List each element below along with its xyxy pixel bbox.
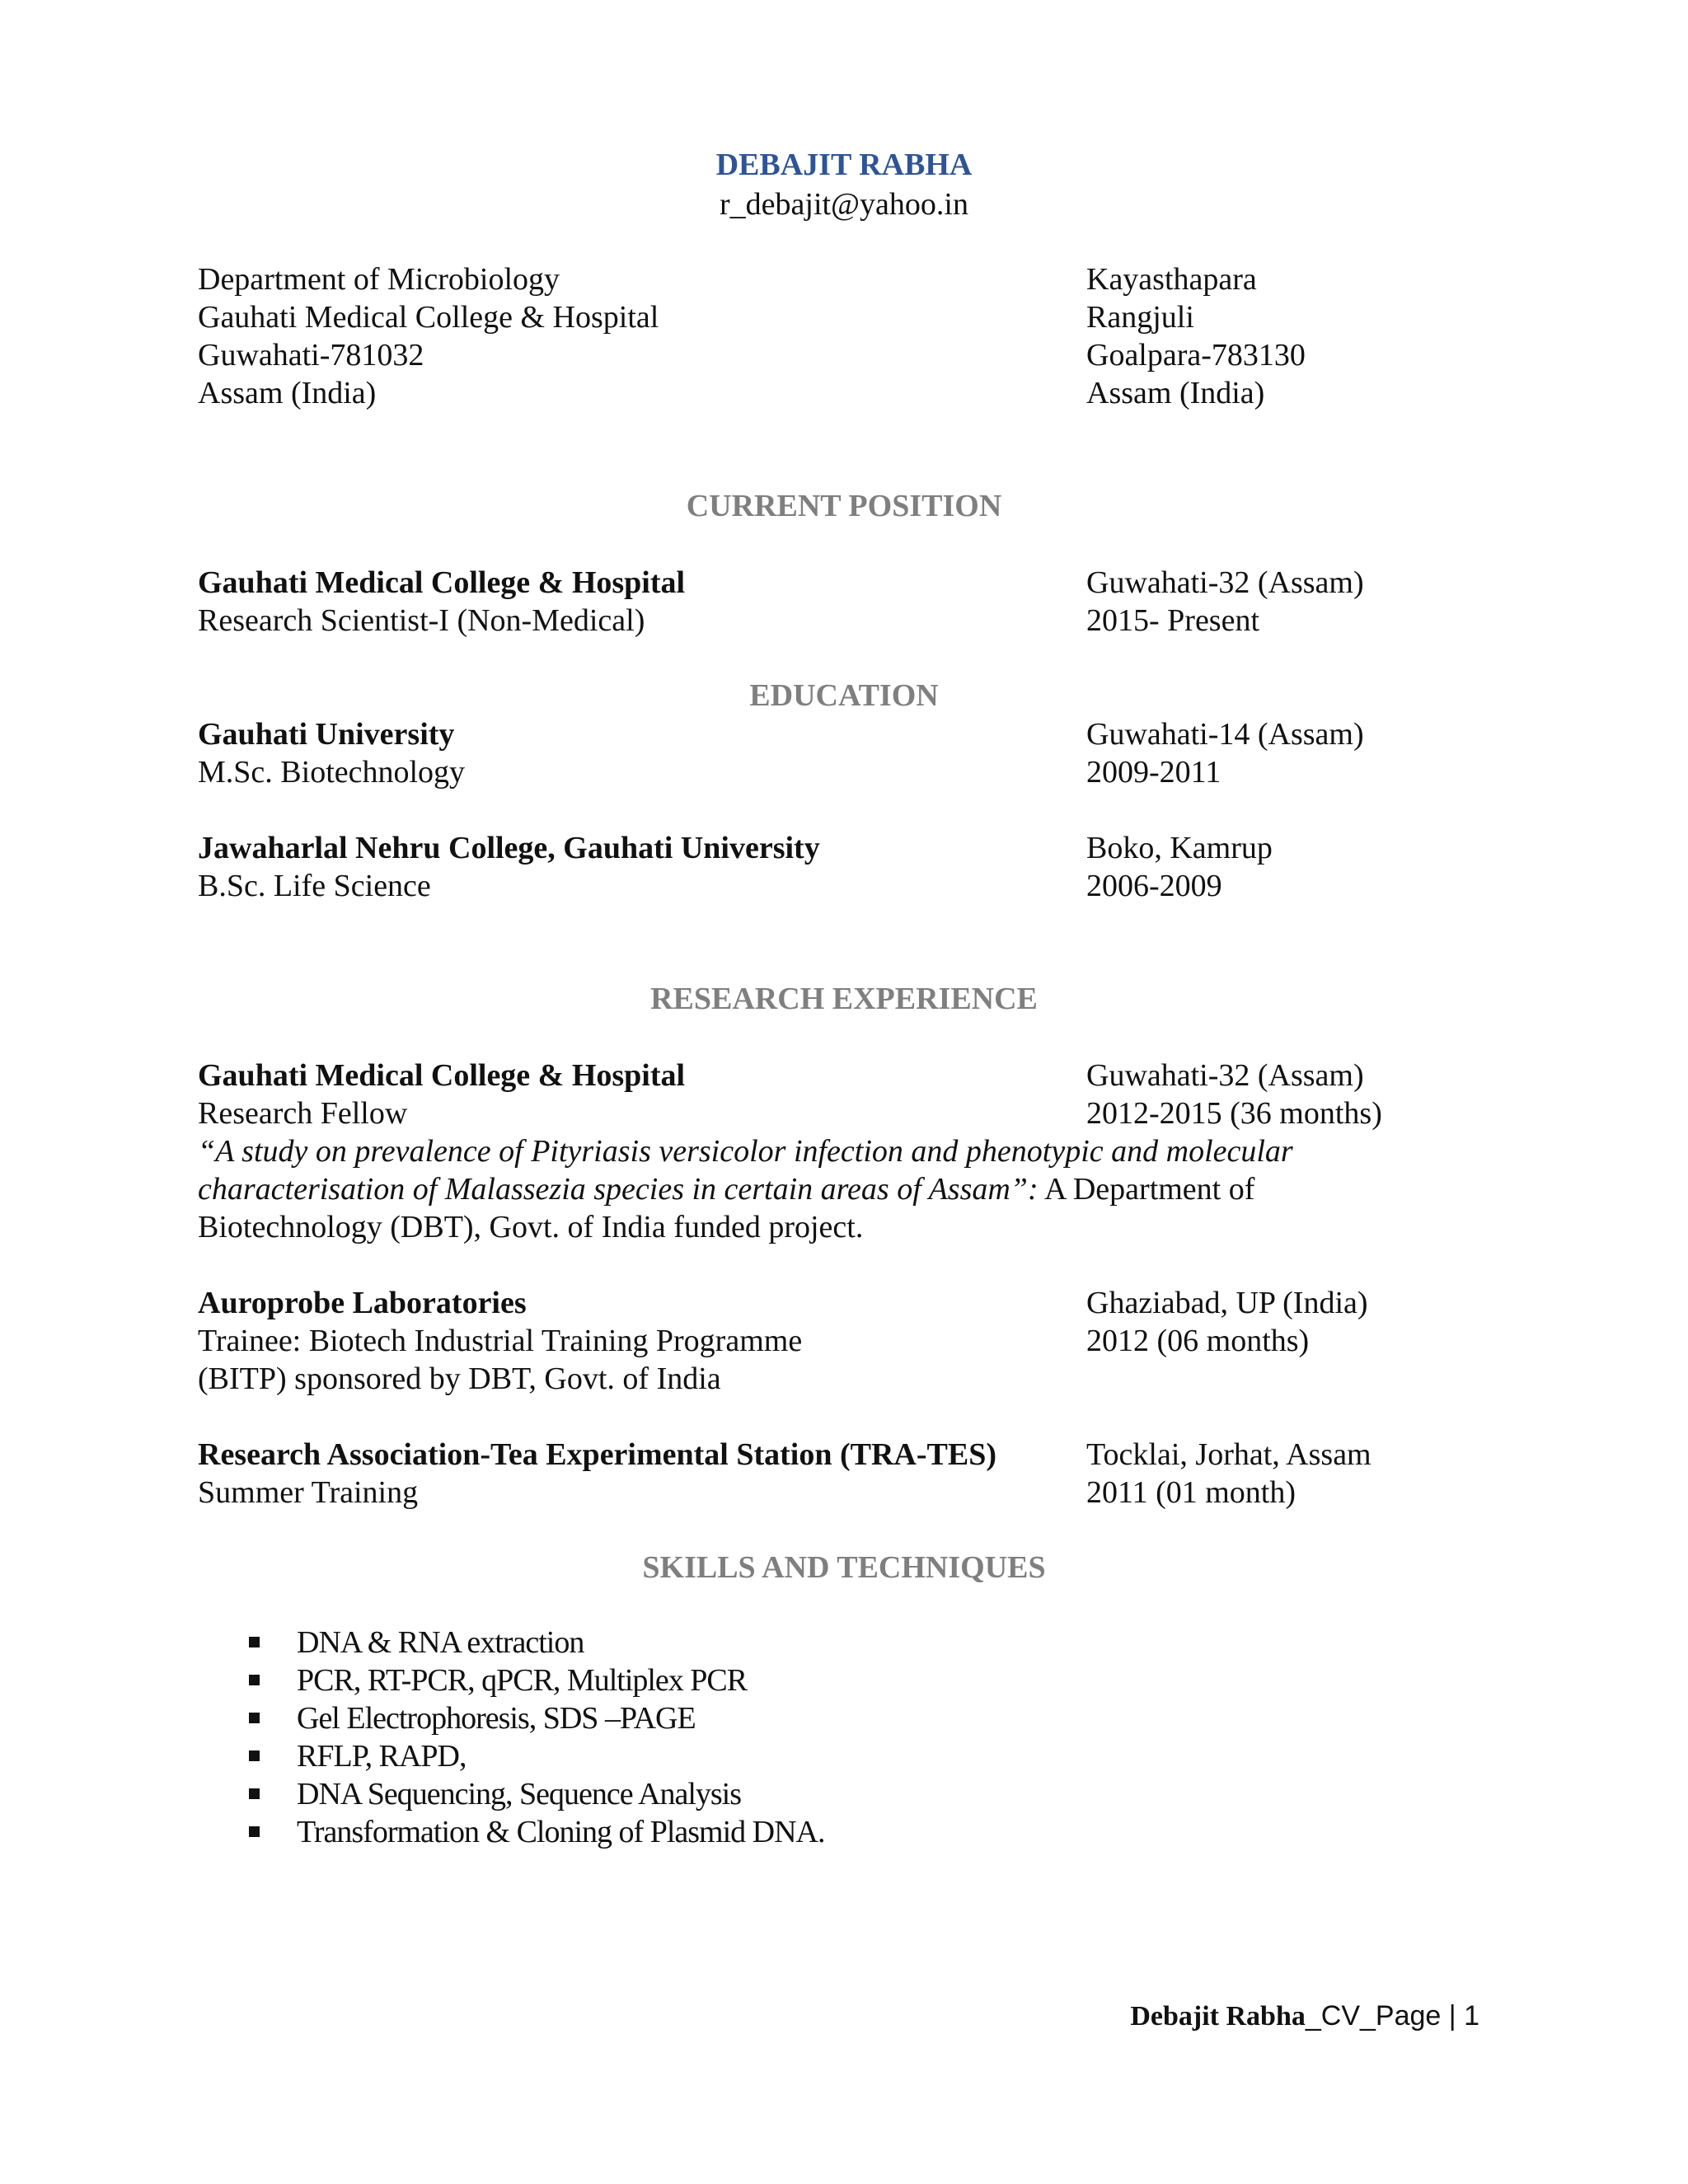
education-location: Boko, Kamrup bbox=[1086, 831, 1273, 865]
list-item: PCR, RT-PCR, qPCR, Multiplex PCR bbox=[249, 1661, 1403, 1699]
address-right-line-1: Kayasthapara bbox=[1086, 262, 1257, 297]
email-address: r_debajit@yahoo.in bbox=[720, 187, 968, 222]
skills-heading: SKILLS AND TECHNIQUES bbox=[642, 1550, 1046, 1585]
footer-suffix: _CV_Page bbox=[1305, 2000, 1442, 2032]
research-role: Summer Training bbox=[198, 1475, 419, 1510]
research-org: Gauhati Medical College & Hospital bbox=[198, 1058, 686, 1093]
education-period: 2006-2009 bbox=[1086, 869, 1222, 903]
square-bullet-icon bbox=[249, 1637, 260, 1647]
research-location: Guwahati-32 (Assam) bbox=[1086, 1058, 1364, 1093]
education-org: Gauhati University bbox=[198, 717, 455, 752]
address-left-line-4: Assam (India) bbox=[198, 376, 377, 410]
current-position-heading: CURRENT POSITION bbox=[686, 489, 1002, 523]
list-item: Transformation & Cloning of Plasmid DNA. bbox=[249, 1813, 1403, 1851]
education-degree: M.Sc. Biotechnology bbox=[198, 755, 466, 790]
research-project-description bbox=[198, 1132, 1368, 1246]
education-org: Jawaharlal Nehru College, Gauhati University bbox=[198, 831, 820, 865]
project-title: “A study on prevalence of Pityriasis versicolor infection and phenotypic and molecular characterisation of Malassezia species in certain areas of Assam”: bbox=[198, 1134, 1293, 1207]
list-item: RFLP, RAPD, bbox=[249, 1737, 1403, 1775]
address-left-line-1: Department of Microbiology bbox=[198, 262, 560, 297]
education-period: 2009-2011 bbox=[1086, 755, 1221, 790]
list-item: Gel Electrophoresis, SDS –PAGE bbox=[249, 1699, 1403, 1737]
current-position-org: Gauhati Medical College & Hospital bbox=[198, 565, 686, 600]
list-item: DNA & RNA extraction bbox=[249, 1624, 1403, 1661]
project-funding: A Department of Biotechnology (DBT), Govt. of India funded project. bbox=[198, 1172, 1255, 1244]
research-role: Research Fellow bbox=[198, 1096, 408, 1131]
research-location: Tocklai, Jorhat, Assam bbox=[1086, 1437, 1372, 1472]
square-bullet-icon bbox=[249, 1713, 260, 1723]
footer-separator: | bbox=[1441, 2000, 1465, 2032]
research-role-line-2: (BITP) sponsored by DBT, Govt. of India bbox=[198, 1361, 721, 1396]
education-location: Guwahati-14 (Assam) bbox=[1086, 717, 1364, 752]
page-footer bbox=[1130, 1998, 1479, 2035]
education-degree: B.Sc. Life Science bbox=[198, 869, 431, 903]
research-org: Research Association-Tea Experimental Station (TRA-TES) bbox=[198, 1437, 996, 1472]
research-org: Auroprobe Laboratories bbox=[198, 1286, 527, 1320]
current-position-location: Guwahati-32 (Assam) bbox=[1086, 565, 1364, 600]
skills-list bbox=[249, 1624, 1403, 1851]
square-bullet-icon bbox=[249, 1750, 260, 1761]
research-role: Trainee: Biotech Industrial Training Programme bbox=[198, 1324, 803, 1358]
research-period: 2011 (01 month) bbox=[1086, 1475, 1296, 1510]
research-heading: RESEARCH EXPERIENCE bbox=[650, 982, 1038, 1016]
education-heading: EDUCATION bbox=[749, 678, 939, 713]
square-bullet-icon bbox=[249, 1675, 260, 1685]
address-left-line-2: Gauhati Medical College & Hospital bbox=[198, 300, 659, 335]
address-right-line-2: Rangjuli bbox=[1086, 300, 1194, 335]
footer-name: Debajit Rabha bbox=[1130, 2001, 1306, 2032]
address-right-line-4: Assam (India) bbox=[1086, 376, 1265, 410]
current-position-period: 2015- Present bbox=[1086, 603, 1260, 638]
square-bullet-icon bbox=[249, 1826, 260, 1837]
current-position-role: Research Scientist-I (Non-Medical) bbox=[198, 603, 645, 638]
research-period: 2012-2015 (36 months) bbox=[1086, 1096, 1382, 1131]
address-right-line-3: Goalpara-783130 bbox=[1086, 338, 1306, 373]
page-number: 1 bbox=[1464, 2000, 1479, 2032]
candidate-name: DEBAJIT RABHA bbox=[715, 148, 973, 182]
list-item: DNA Sequencing, Sequence Analysis bbox=[249, 1775, 1403, 1813]
square-bullet-icon bbox=[249, 1788, 260, 1799]
research-location: Ghaziabad, UP (India) bbox=[1086, 1286, 1368, 1320]
research-period: 2012 (06 months) bbox=[1086, 1324, 1310, 1358]
address-left-line-3: Guwahati-781032 bbox=[198, 338, 424, 373]
